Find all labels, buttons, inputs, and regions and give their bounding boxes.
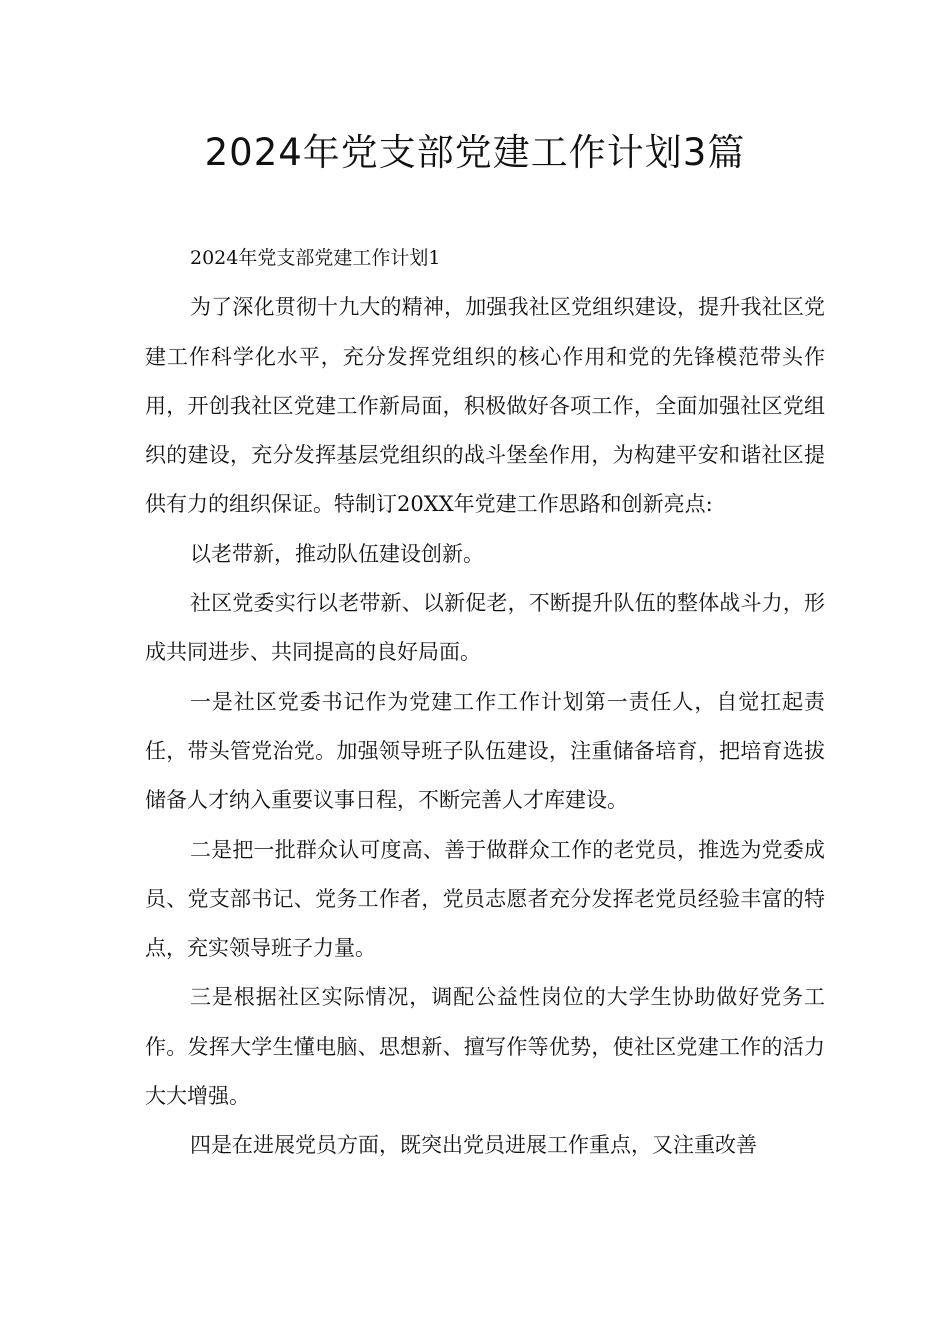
- paragraph: 一是社区党委书记作为党建工作工作计划第一责任人，自觉扛起责任，带头管党治党。加强领导班子队伍建设，注重储备培育，把培育选拔储备人才纳入重要议事日程，不断完善人才库建设。: [145, 689, 825, 813]
- document-title: 2024年党支部党建工作计划3篇: [204, 131, 746, 174]
- paragraph: 社区党委实行以老带新、以新促老，不断提升队伍的整体战斗力，形成共同进步、共同提高的良好局面。: [145, 591, 825, 665]
- paragraph: 二是把一批群众认可度高、善于做群众工作的老党员，推选为党委成员、党支部书记、党务工作者，党员志愿者充分发挥老党员经验丰富的特点，充实领导班子力量。: [145, 837, 825, 961]
- section-heading: 2024年党支部党建工作计划1: [190, 247, 441, 269]
- paragraph: 三是根据社区实际情况，调配公益性岗位的大学生协助做好党务工作。发挥大学生懂电脑、思想新、擅写作等优势，使社区党建工作的活力大大增强。: [145, 985, 825, 1109]
- paragraph: 四是在进展党员方面，既突出党员进展工作重点，又注重改善: [190, 1133, 757, 1158]
- document-body: [145, 234, 825, 1171]
- paragraph: 为了深化贯彻十九大的精神，加强我社区党组织建设，提升我社区党建工作科学化水平，充分发挥党组织的核心作用和党的先锋模范带头作用，开创我社区党建工作新局面，积极做好各项工作，全面加强社区党组织的建设，充分发挥基层党组织的战斗堡垒作用，为构建平安和谐社区提供有力的组织保证。特制订20XX年党建工作思路和创新亮点:: [145, 295, 825, 517]
- paragraph: 以老带新，推动队伍建设创新。: [190, 541, 484, 566]
